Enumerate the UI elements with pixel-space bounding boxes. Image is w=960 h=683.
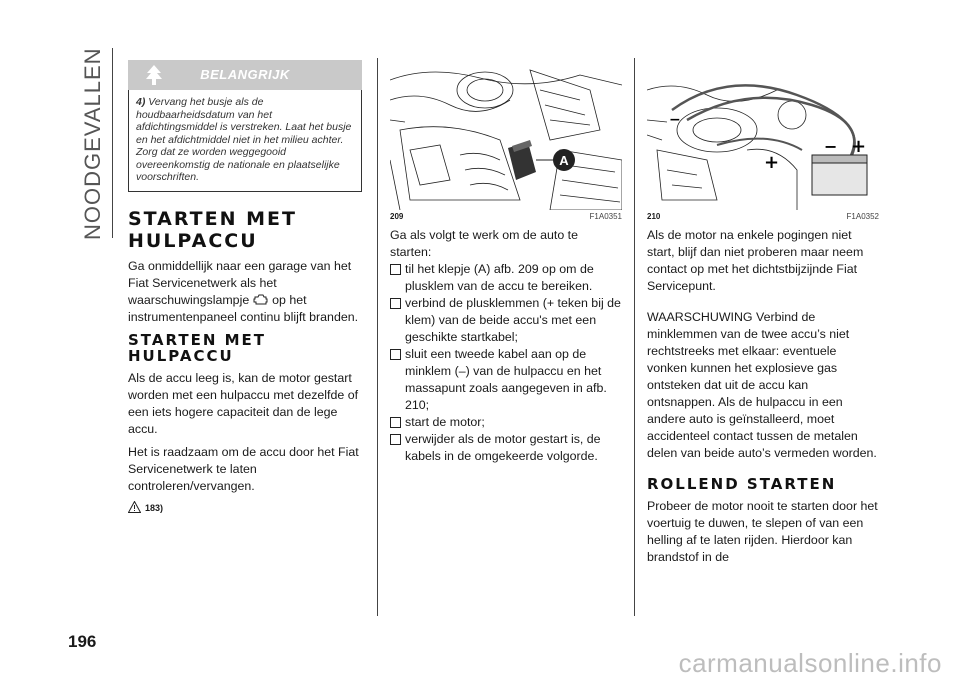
battery-minus-icon: − bbox=[824, 137, 838, 156]
paragraph-rolling-start: Probeer de motor nooit te starten door het voertuig te duwen, te slepen of van een helling af te laten rijden. Hierdoor kan brandstof in de bbox=[647, 499, 878, 564]
step-item: verbind de plusklemmen (+ teken bij de klem) van de beide accu's met een geschikte startkabel; bbox=[390, 295, 622, 346]
warning-body bbox=[128, 90, 362, 192]
figure-209-code: F1A0351 bbox=[589, 212, 622, 221]
column-2 bbox=[390, 60, 622, 465]
heading-rollend-starten: ROLLEND STARTEN bbox=[647, 475, 837, 493]
paragraph-garage-part1: Ga onmiddellijk naar een garage van het Fiat Servicenetwerk als het waarschuwingslampje bbox=[128, 258, 352, 307]
paragraph-dead-battery: Als de accu leeg is, kan de motor gestart worden met een hulpaccu met dezelfde of een iets hogere capaciteit dan de lege accu. bbox=[128, 370, 359, 436]
figure-210-caption bbox=[647, 212, 879, 221]
page-number: 196 bbox=[68, 632, 97, 651]
bullet-box-icon bbox=[390, 298, 401, 309]
bullet-box-icon bbox=[390, 434, 401, 445]
engine-bay-drawing bbox=[390, 60, 622, 210]
figure-209-engine-bay bbox=[390, 60, 622, 210]
figure-210-code: F1A0352 bbox=[846, 212, 879, 221]
paragraph-garage-part2: op het instrumentenpaneel continu blijft branden. bbox=[128, 292, 359, 324]
step-item: til het klepje (A) afb. 209 op om de plusklem van de accu te bereiken. bbox=[390, 261, 622, 295]
step-item: sluit een tweede kabel aan op de minklem (–) van de hulpaccu en het massapunt zoals aangegeven in afb. 210; bbox=[390, 346, 622, 414]
step-item: verwijder als de motor gestart is, de kabels in de omgekeerde volgorde. bbox=[390, 431, 622, 465]
figure-209-caption bbox=[390, 212, 622, 221]
bullet-box-icon bbox=[390, 349, 401, 360]
note-number: 183) bbox=[145, 502, 164, 513]
column-3 bbox=[647, 60, 879, 566]
callout-label-a: A bbox=[559, 153, 569, 168]
paragraph-service-check: Het is raadzaam om de accu door het Fiat Servicenetwerk te laten controleren/vervangen. bbox=[128, 444, 359, 493]
bullet-box-icon bbox=[390, 264, 401, 275]
column-divider-1 bbox=[377, 58, 378, 616]
warning-text: Vervang het busje als de houdbaarheidsdatum van het afdichtingsmiddel is verstreken. Laat het busje en het afdichtmiddel niet in het milieu achter. Zorg dat ze worden weggegooid overeenkomstig de nationale en plaatselijke voorschriften. bbox=[136, 96, 352, 183]
subheading-starten-met-hulpaccu: STARTEN MET HULPACCU bbox=[128, 330, 267, 365]
section-rule bbox=[112, 48, 113, 238]
paragraph-garage bbox=[128, 258, 362, 326]
warning-triangle-icon bbox=[128, 501, 141, 513]
section-title: NOODGEVALLEN bbox=[80, 47, 105, 240]
warning-number: 4) bbox=[136, 96, 146, 108]
step-item: start de motor; bbox=[390, 414, 622, 431]
engine-warning-icon bbox=[253, 293, 269, 305]
figure-209-number: 209 bbox=[390, 212, 404, 221]
warning-title: BELANGRIJK bbox=[200, 67, 290, 82]
watermark: carmanualsonline.info bbox=[678, 648, 942, 678]
column-1 bbox=[128, 60, 362, 513]
bullet-box-icon bbox=[390, 417, 401, 428]
figure-210-number: 210 bbox=[647, 212, 661, 221]
figure-210-jump-cables bbox=[647, 60, 879, 210]
paragraph-warning: WAARSCHUWING Verbind de minklemmen van de twee accu’s niet rechtstreeks met elkaar: eventuele vonken kunnen het explosieve gas ontsteken dat uit de accu kan ontsnappen. Als de hulpaccu in een andere auto is geïnstalleerd, moet accidenteel contact tussen de metalen delen van beide auto’s vermeden worden. bbox=[647, 310, 877, 460]
ground-minus-icon: − bbox=[669, 112, 681, 128]
battery-plus-icon: + bbox=[851, 136, 867, 157]
jump-cable-drawing bbox=[647, 60, 879, 210]
heading-starten-met-hulpaccu: STARTEN MET HULPACCU bbox=[128, 207, 297, 252]
car-battery-plus-icon: + bbox=[764, 152, 780, 173]
paragraph-no-start: Als de motor na enkele pogingen niet start, blijf dan niet proberen maar neem contact op met het dichtstbijzijnde Fiat Servicepunt. bbox=[647, 228, 864, 293]
note-reference bbox=[128, 501, 362, 513]
warning-header bbox=[128, 60, 362, 90]
column-divider-2 bbox=[634, 58, 635, 616]
steps-intro: Ga als volgt te werk om de auto te starten: bbox=[390, 228, 579, 259]
